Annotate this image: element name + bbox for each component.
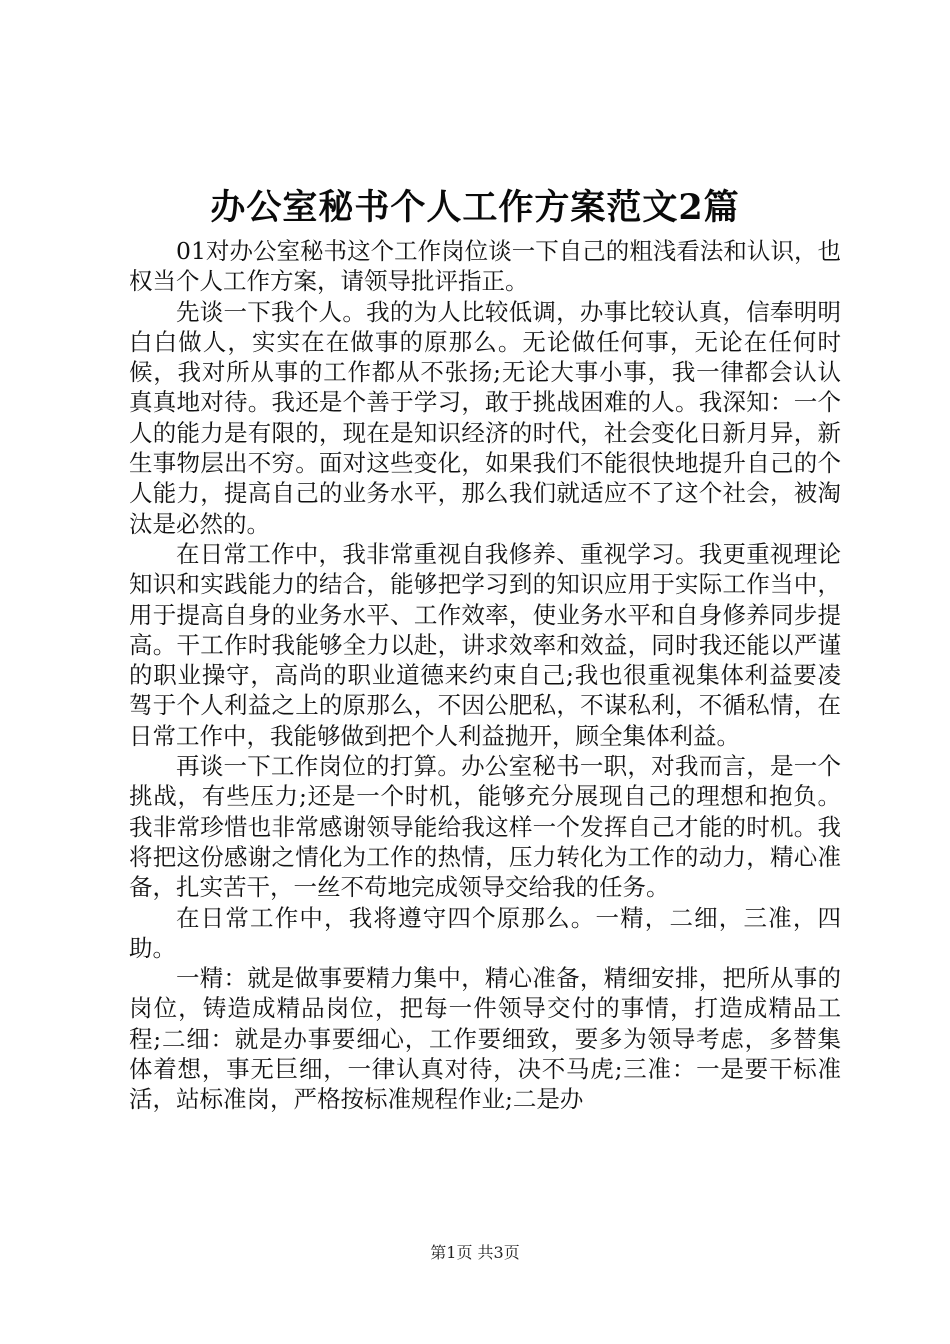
- paragraph-job-plan: 再谈一下工作岗位的打算。办公室秘书一职，对我而言，是一个挑战，有些压力;还是一个时机，能够充分展现自己的理想和抱负。我非常珍惜也非常感谢领导能给我这样一个发挥自己才能的时机。我将把这份感谢之情化为工作的热情，压力转化为工作的动力，精心准备，扎实苦干，一丝不苟地完成领导交给我的任务。: [129, 752, 841, 902]
- document-title: 办公室秘书个人工作方案范文2篇: [210, 187, 740, 228]
- paragraph-principles-detail: 一精：就是做事要精力集中，精心准备，精细安排，把所从事的岗位，铸造成精品岗位，把每一件领导交付的事情，打造成精品工程;二细：就是办事要细心，工作要细致，要多为领导考虑，多替集体着想，事无巨细，一律认真对待，决不马虎;三准：一是要干标准活，站标准岗，严格按标准规程作业;二是办: [129, 964, 841, 1114]
- paragraph-intro: 01对办公室秘书这个工作岗位谈一下自己的粗浅看法和认识，也权当个人工作方案，请领导批评指正。: [129, 237, 841, 296]
- paragraph-four-principles: 在日常工作中，我将遵守四个原那么。一精，二细，三准，四助。: [129, 903, 841, 962]
- paragraph-daily-work: 在日常工作中，我非常重视自我修养、重视学习。我更重视理论知识和实践能力的结合，能够把学习到的知识应用于实际工作当中，用于提高自身的业务水平、工作效率，使业务水平和自身修养同步提高。干工作时我能够全力以赴，讲求效率和效益，同时我还能以严谨的职业操守，高尚的职业道德来约束自己;我也很重视集体利益要凌驾于个人利益之上的原那么，不因公肥私，不谋私利，不循私情，在日常工作中，我能够做到把个人利益抛开，顾全集体利益。: [129, 539, 841, 750]
- page-number-footer: 第1页 共3页: [430, 1243, 520, 1262]
- paragraph-personal: 先谈一下我个人。我的为人比较低调，办事比较认真，信奉明明白白做人，实实在在做事的原那么。无论做任何事，无论在任何时候，我对所从事的工作都从不张扬;无论大事小事，我一律都会认认真真地对待。我还是个善于学习，敢于挑战困难的人。我深知：一个人的能力是有限的，现在是知识经济的时代，社会变化日新月异，新生事物层出不穷。面对这些变化，如果我们不能很快地提升自己的个人能力，提高自己的业务水平，那么我们就适应不了这个社会，被淘汰是必然的。: [129, 297, 841, 538]
- document-body: [129, 236, 841, 1115]
